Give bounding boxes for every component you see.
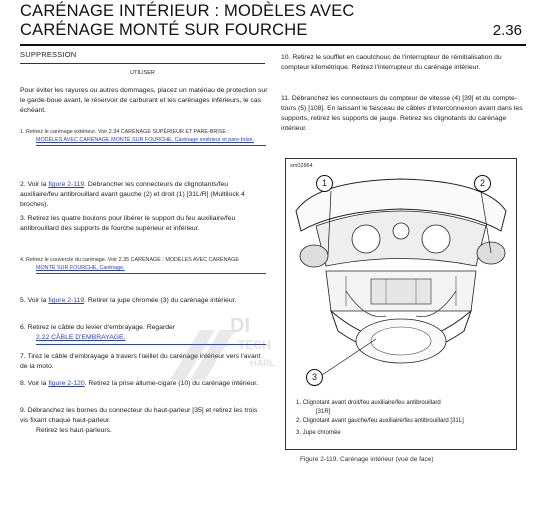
- figure-id: sm02864: [290, 163, 313, 169]
- figure-legend: [296, 399, 506, 438]
- step-number: 1.: [20, 129, 25, 135]
- step-5: [20, 296, 265, 306]
- step-text: Voir la: [27, 380, 49, 387]
- figure-link[interactable]: figure 2-119: [48, 297, 85, 304]
- subheading: UTILISER: [130, 70, 155, 76]
- figure-link[interactable]: figure 2-119: [48, 181, 85, 188]
- callout-2: 2: [474, 175, 491, 192]
- watermark-text: DI: [230, 315, 250, 337]
- left-column: [20, 50, 270, 116]
- section-heading: SUPPRESSION: [20, 50, 265, 64]
- step-number: 8.: [20, 380, 26, 387]
- figure-box: [285, 158, 517, 450]
- callout-3: 3: [306, 369, 323, 386]
- step-text: Tirez le câble d'embrayage à travers l'œillet du carénage intérieur vers l'avant de la moto.: [20, 353, 261, 370]
- step-text: . Débrancher les connecteurs de clignotants/feu auxiliaire/feu antibrouillard avant gauche (2) et droit (1) [31L/R] (Multilock 4 broches).: [20, 181, 245, 208]
- watermark: [160, 310, 320, 390]
- step-text: Débranchez les bornes du connecteur du haut-parleur [35] et retirez les trois vis fixant chaque haut-parleur.: [20, 407, 258, 424]
- step-4: [20, 256, 265, 274]
- callout-1: 1: [316, 175, 333, 192]
- step-text: Voir la: [27, 297, 49, 304]
- step-link[interactable]: MONTÉ SUR FOURCHE, Carénage.: [36, 264, 266, 274]
- step-text: Retirez le câble du levier d'embrayage. Regarder: [27, 324, 176, 331]
- figure-link[interactable]: figure 2-120: [48, 380, 85, 387]
- step-link[interactable]: 2.22 CÂBLE D'EMBRAYAGE.: [36, 333, 266, 345]
- page-title: [20, 2, 355, 40]
- intro-paragraph: Pour éviter les rayures ou autres dommages, placez un matériau de protection sur le garde-boue avant, le réservoir de carburant et les carénages inférieurs, le cas échéant.: [20, 87, 268, 114]
- watermark-text: HARL: [250, 358, 275, 368]
- fairing-illustration: [286, 171, 516, 371]
- title-line-2: CARÉNAGE MONTÉ SUR FOURCHE: [20, 21, 308, 39]
- step-1: [20, 128, 265, 146]
- step-extra-text: Retirez les haut-parleurs.: [36, 427, 112, 434]
- legend-item: 3. Jupe chromée: [296, 430, 341, 436]
- step-text: Retirez les quatre boulons pour libérer le support du feu auxiliaire/feu antibrouillard des supports de fourche supérieur et inférieur.: [20, 215, 236, 232]
- step-number: 11.: [281, 95, 290, 102]
- page-header: [20, 0, 526, 44]
- title-line-1: CARÉNAGE INTÉRIEUR : MODÈLES AVEC: [20, 2, 355, 20]
- step-text: Retirez le carénage extérieur. Voir 2.34 CARÉNAGE SUPÉRIEUR ET PARE-BRISE :: [26, 129, 229, 135]
- page-number: 2.36: [492, 22, 522, 39]
- step-text: . Retirer la jupe chromée (3) du carénage intérieur.: [84, 297, 237, 304]
- step-number: 5.: [20, 297, 26, 304]
- step-9: [20, 406, 265, 436]
- step-text: Retirez le soufflet en caoutchouc de l'interrupteur de réinitialisation du compteur kilométrique. Retirez l'interrupteur du carénage intérieur.: [281, 54, 502, 71]
- step-10: [281, 53, 526, 73]
- step-text: . Retirez la prise allume-cigare (10) du carénage intérieur.: [84, 380, 259, 387]
- step-number: 7.: [20, 353, 26, 360]
- step-11: [281, 94, 526, 134]
- header-rule: [20, 44, 526, 46]
- watermark-text: TECH: [238, 338, 271, 352]
- step-link[interactable]: MODÈLES AVEC CARÉNAGE MONTÉ SUR FOURCHE, Carénage extérieur et pare-brise.: [36, 136, 266, 146]
- step-3: [20, 214, 265, 234]
- step-2: [20, 180, 265, 210]
- step-number: 6.: [20, 324, 26, 331]
- legend-item: 1. Clignotant avant droit/feu auxiliaire/feu antibrouillard: [296, 400, 441, 406]
- legend-item: 2. Clignotant avant gauche/feu auxiliaire/feu antibrouillard [31L]: [296, 418, 464, 424]
- legend-item: [31R]: [316, 409, 331, 415]
- step-number: 10.: [281, 54, 291, 61]
- step-number: 3.: [20, 215, 26, 222]
- step-number: 9.: [20, 407, 26, 414]
- figure-caption: Figure 2-119. Carénage intérieur (vue de face): [300, 456, 434, 463]
- step-number: 4.: [20, 257, 25, 263]
- step-number: 2.: [20, 181, 26, 188]
- step-text: Voir la: [27, 181, 49, 188]
- step-text: Retirez le couvercle du carénage. Voir 2.35 CARÉNAGE : MODÈLES AVEC CARÉNAGE: [26, 257, 239, 263]
- step-text: Débranchez les connecteurs du compteur de vitesse (4) [39] et du compte-tours (5) [108]. En laissant le faisceau de câbles d'interconnexion avant dans les supports, retirez les supports de jauge. Retirez les clignotants du carénage intérieur.: [281, 95, 523, 132]
